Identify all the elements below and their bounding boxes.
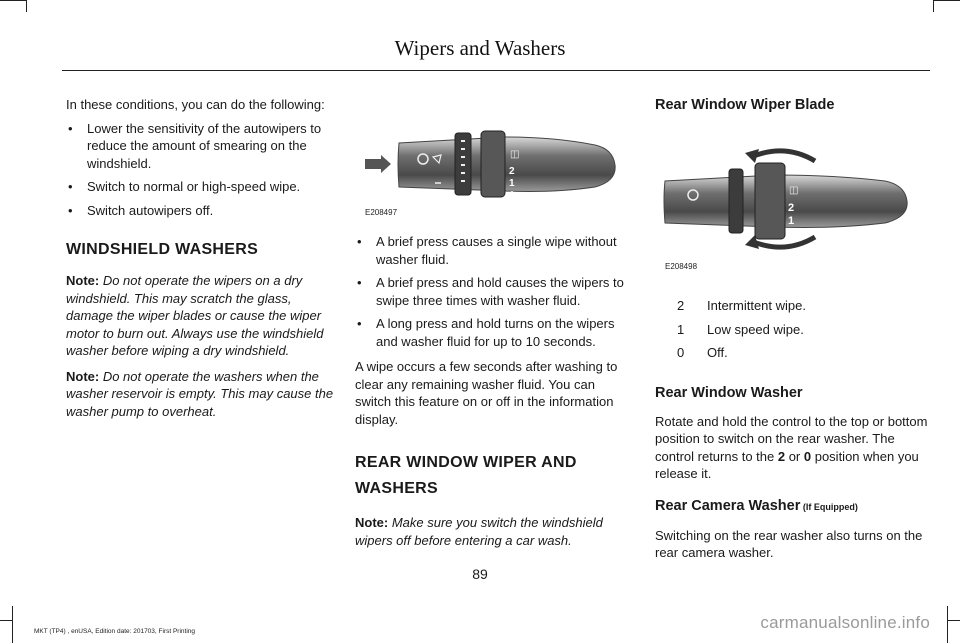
section-heading-windshield-washers: WINDSHIELD WASHERS — [66, 241, 259, 258]
crop-mark — [948, 620, 960, 621]
list-item: • A long press and hold turns on the wipers and washer fluid for up to 10 seconds. — [355, 315, 632, 350]
rotate-up-arrow-icon — [751, 151, 815, 161]
legend-row — [655, 321, 806, 339]
legend-value: Off. — [707, 345, 728, 360]
crop-mark — [0, 0, 26, 1]
position-legend — [655, 297, 806, 368]
heading-text: Rear Camera Washer — [655, 497, 801, 514]
page-number: 89 — [472, 566, 488, 582]
figure-id: E208497 — [365, 207, 398, 217]
legend-key: 2 — [677, 298, 685, 313]
column-right — [655, 96, 930, 562]
section-heading-rear-window — [355, 450, 632, 502]
position-2-label: 2 — [509, 166, 515, 177]
list-item: • Lower the sensitivity of the autowipers to reduce the amount of smearing on the windshield. — [66, 120, 336, 173]
note-text: Do not operate the washers when the washer reservoir is empty. This may cause the washer pump to overheat. — [66, 368, 334, 419]
column-middle — [355, 117, 632, 549]
section-heading-line: REAR WINDOW WIPER AND — [355, 454, 577, 471]
note-text: Make sure you switch the windshield wipers off before entering a car wash. — [355, 515, 603, 548]
crop-mark — [26, 0, 27, 12]
figure-id: E208498 — [665, 261, 698, 271]
crop-mark — [0, 620, 12, 621]
watermark: carmanualsonline.info — [760, 613, 930, 632]
rear-washer-paragraph — [655, 413, 930, 483]
note-label: Note: — [66, 273, 100, 288]
legend-value: Low speed wipe. — [707, 321, 804, 337]
position-1-label: 1 — [509, 178, 515, 189]
rear-wiper-illustration — [655, 131, 931, 271]
push-arrow-icon — [365, 155, 391, 173]
position-1-label: 1 — [788, 215, 795, 227]
crop-mark — [947, 606, 948, 643]
heading-rear-wiper-blade: Rear Window Wiper Blade — [655, 97, 835, 113]
rear-wiper-stalk-image — [655, 131, 931, 263]
position-2-label: 2 — [788, 202, 795, 214]
crop-mark — [12, 606, 13, 643]
legend-key: 1 — [677, 321, 685, 337]
legend-value: Intermittent wipe. — [707, 298, 806, 313]
note-dry-windshield — [66, 272, 336, 360]
list-item: • A brief press causes a single wipe without washer fluid. — [355, 233, 632, 268]
heading-rear-window-washer: Rear Window Washer — [655, 384, 803, 401]
position-0-label: 0 — [510, 191, 514, 198]
if-equipped-label: (If Equipped) — [800, 501, 858, 512]
wiper-stalk-image — [355, 117, 631, 212]
legend-row — [655, 344, 806, 362]
list-item: • A brief press and hold causes the wipers to swipe three times with washer fluid. — [355, 274, 632, 309]
section-heading-line: WASHERS — [355, 480, 438, 497]
crop-mark — [933, 0, 934, 12]
note-label: Note: — [355, 515, 389, 530]
note-label: Note: — [66, 368, 100, 384]
note-car-wash — [355, 514, 632, 549]
list-item: • Switch to normal or high-speed wipe. — [66, 178, 336, 196]
legend-key: 0 — [677, 345, 685, 360]
wipe-info-paragraph: A wipe occurs a few seconds after washing to clear any remaining washer fluid. You can switch this feature on or off in the information display. — [355, 359, 618, 427]
position-0-label: 0 — [789, 230, 793, 237]
crop-mark — [934, 0, 960, 1]
wiper-stalk-illustration — [355, 117, 631, 221]
washer-press-list — [355, 233, 632, 350]
note-empty-reservoir — [66, 368, 336, 421]
header-divider — [62, 70, 930, 71]
column-left — [66, 96, 336, 420]
paragraph-text: or — [785, 448, 804, 464]
position-value: 0 — [803, 448, 812, 464]
page-header-title: Wipers and Washers — [394, 36, 566, 60]
list-item: • Switch autowipers off. — [66, 202, 336, 220]
conditions-list — [66, 120, 336, 220]
rear-wiper-icon: ◫ — [789, 185, 799, 196]
heading-rear-camera-washer — [655, 497, 930, 517]
paragraph-text: Rotate and hold the control to the top or bottom position to switch on the rear washer. The control returns to the — [655, 413, 928, 464]
note-text: Do not operate the wipers on a dry windshield. This may scratch the glass, damage the wiper blades or cause the wiper motor to burn out. Always use the windshield washer before wiping a dry windshield. — [66, 273, 324, 358]
rear-wiper-icon: ◫ — [510, 149, 520, 160]
intro-text: In these conditions, you can do the following: — [66, 97, 325, 112]
rear-camera-paragraph: Switching on the rear washer also turns on the rear camera washer. — [655, 527, 923, 560]
legend-row — [655, 297, 806, 315]
footer-edition-info: MKT (TP4) , enUSA, Edition date: 201703, First Printing — [34, 628, 196, 635]
paragraph-text: position when you release it. — [655, 448, 919, 481]
position-value: 2 — [777, 448, 786, 464]
